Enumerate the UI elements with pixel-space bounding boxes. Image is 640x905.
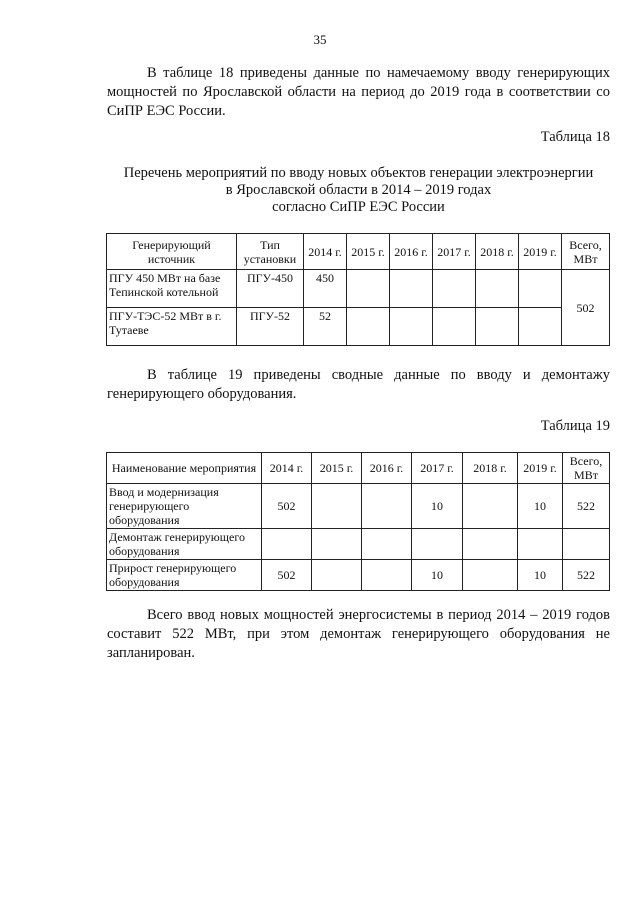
table-19-header-name: Наименование мероприятия bbox=[107, 453, 262, 484]
table-19-cell-2017: 10 bbox=[412, 560, 463, 591]
table-19-cell-2019: 10 bbox=[518, 560, 563, 591]
table-19-header-2019: 2019 г. bbox=[518, 453, 563, 484]
table-19-cell-2015 bbox=[312, 484, 362, 529]
table-19-cell-2014: 502 bbox=[262, 560, 312, 591]
table-18-cell-2018 bbox=[476, 270, 519, 308]
table-row bbox=[107, 529, 610, 560]
table-18-cell-2017 bbox=[433, 308, 476, 346]
table-18-cell-source: ПГУ-ТЭС-52 МВт в г. Тутаеве bbox=[107, 308, 237, 346]
table-19-header-total: Всего, МВт bbox=[563, 453, 610, 484]
table-19-header-2018: 2018 г. bbox=[463, 453, 518, 484]
table-19-cell-2015 bbox=[312, 529, 362, 560]
middle-paragraph: В таблице 19 приведены сводные данные по вводу и демонтажу генерирующего оборудования. bbox=[107, 367, 610, 402]
table-18-header-row bbox=[107, 234, 610, 270]
table-19-cell-total: 522 bbox=[563, 484, 610, 529]
table-19-cell-2017: 10 bbox=[412, 484, 463, 529]
table-18-title-line-2: в Ярославской области в 2014 – 2019 годах bbox=[225, 182, 492, 198]
table-18-cell-total: 502 bbox=[562, 270, 610, 346]
table-18-title bbox=[107, 165, 610, 216]
table-18-label: Таблица 18 bbox=[540, 129, 610, 145]
table-18-cell-source: ПГУ 450 МВт на базе Тепинской котельной bbox=[107, 270, 237, 308]
table-18-header-type: Тип установки bbox=[237, 234, 304, 270]
table-19-header-row bbox=[107, 453, 610, 484]
table-18-header-total: Всего, МВт bbox=[562, 234, 610, 270]
table-19-cell-total: 522 bbox=[563, 560, 610, 591]
table-18-cell-type: ПГУ-450 bbox=[237, 270, 304, 308]
table-row bbox=[107, 484, 610, 529]
table-19-cell-2018 bbox=[463, 529, 518, 560]
table-19-cell-2019 bbox=[518, 529, 563, 560]
table-18 bbox=[106, 233, 610, 346]
table-19-cell-2016 bbox=[362, 560, 412, 591]
table-18-cell-2015 bbox=[347, 270, 390, 308]
table-18-title-line-3: согласно СиПР ЕЭС России bbox=[272, 199, 445, 215]
table-18-cell-type: ПГУ-52 bbox=[237, 308, 304, 346]
table-19-cell-2016 bbox=[362, 484, 412, 529]
table-19-cell-2014: 502 bbox=[262, 484, 312, 529]
table-19-cell-name: Демонтаж генерирующего оборудования bbox=[107, 529, 262, 560]
table-19-header-2014: 2014 г. bbox=[262, 453, 312, 484]
intro-paragraph: В таблице 18 приведены данные по намечаемому вводу генерирующих мощностей по Ярославской области на период до 2019 года в соответствии со СиПР ЕЭС России. bbox=[107, 65, 610, 119]
page-number: 35 bbox=[313, 32, 327, 47]
table-18-cell-2015 bbox=[347, 308, 390, 346]
table-row bbox=[107, 308, 610, 346]
table-19-cell-total bbox=[563, 529, 610, 560]
table-18-cell-2016 bbox=[390, 270, 433, 308]
table-18-cell-2019 bbox=[519, 308, 562, 346]
table-18-header-2015: 2015 г. bbox=[347, 234, 390, 270]
final-paragraph: Всего ввод новых мощностей энергосистемы в период 2014 – 2019 годов составит 522 МВт, при этом демонтаж генерирующего оборудования не запланирован. bbox=[107, 607, 610, 661]
table-18-header-source: Генерирующий источник bbox=[107, 234, 237, 270]
table-19-cell-name: Ввод и модернизация генерирующего оборудования bbox=[107, 484, 262, 529]
table-19-cell-2016 bbox=[362, 529, 412, 560]
table-18-header-2018: 2018 г. bbox=[476, 234, 519, 270]
table-19-header-2017: 2017 г. bbox=[412, 453, 463, 484]
table-19-cell-2015 bbox=[312, 560, 362, 591]
table-18-cell-2019 bbox=[519, 270, 562, 308]
table-row bbox=[107, 560, 610, 591]
table-19-cell-2017 bbox=[412, 529, 463, 560]
table-19-cell-2014 bbox=[262, 529, 312, 560]
table-18-header-2019: 2019 г. bbox=[519, 234, 562, 270]
table-19 bbox=[106, 452, 610, 591]
table-18-cell-2014: 52 bbox=[304, 308, 347, 346]
table-18-title-line-1: Перечень мероприятий по вводу новых объектов генерации электроэнергии bbox=[123, 165, 594, 181]
table-19-cell-2018 bbox=[463, 484, 518, 529]
table-19-label: Таблица 19 bbox=[540, 418, 610, 434]
table-19-header-2015: 2015 г. bbox=[312, 453, 362, 484]
table-18-header-2016: 2016 г. bbox=[390, 234, 433, 270]
table-row bbox=[107, 270, 610, 308]
table-18-cell-2017 bbox=[433, 270, 476, 308]
table-19-cell-name: Прирост генерирующего оборудования bbox=[107, 560, 262, 591]
table-18-header-2014: 2014 г. bbox=[304, 234, 347, 270]
table-18-header-2017: 2017 г. bbox=[433, 234, 476, 270]
table-18-cell-2018 bbox=[476, 308, 519, 346]
table-19-header-2016: 2016 г. bbox=[362, 453, 412, 484]
table-18-cell-2014: 450 bbox=[304, 270, 347, 308]
table-19-cell-2018 bbox=[463, 560, 518, 591]
table-19-cell-2019: 10 bbox=[518, 484, 563, 529]
table-18-cell-2016 bbox=[390, 308, 433, 346]
